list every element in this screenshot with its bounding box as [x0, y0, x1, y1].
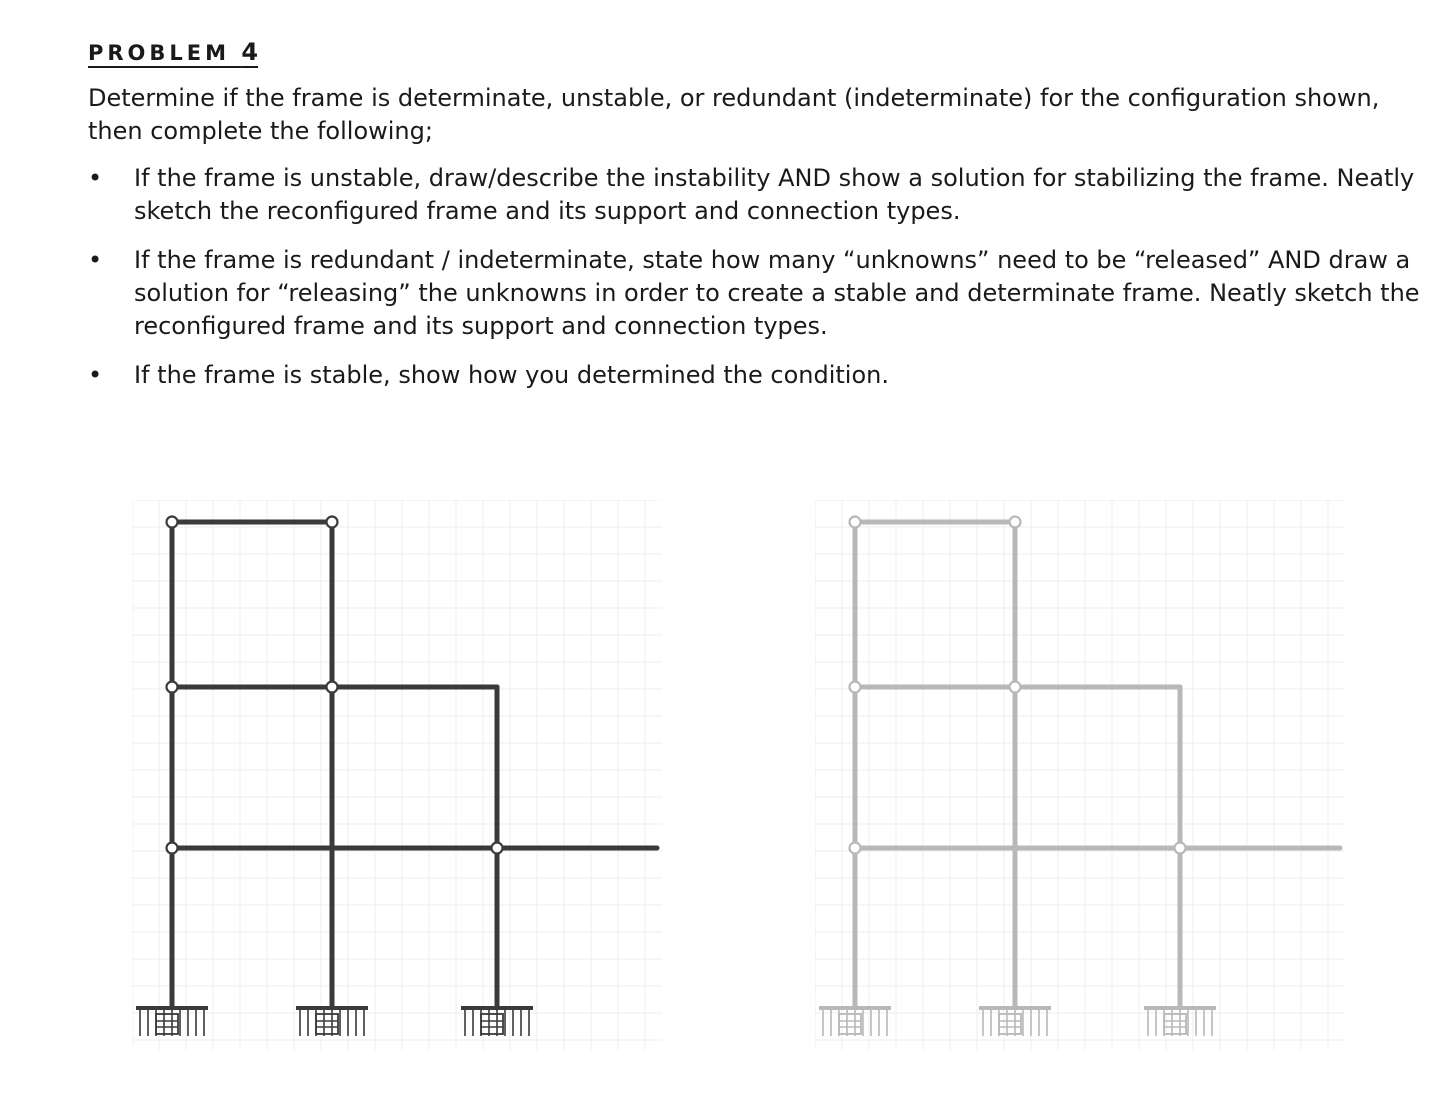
pin-connection-icon	[492, 843, 503, 854]
instruction-unstable	[88, 162, 1428, 228]
instruction-text: If the frame is unstable, draw/describe the instability AND show a solution for stabilizing the frame. Neatly sketch the reconfigured frame and its support and connection types.	[134, 164, 1415, 225]
pin-connection-icon	[850, 517, 861, 528]
frame-sketch-original	[132, 500, 662, 1050]
frame-sketch-original-svg	[132, 500, 662, 1050]
pin-connection-icon	[327, 517, 338, 528]
bullet-icon: •	[88, 361, 103, 389]
pin-connection-icon	[327, 682, 338, 693]
pin-connection-icon	[167, 517, 178, 528]
grid-background	[815, 500, 1345, 1050]
problem-title-word: PROBLEM	[88, 41, 231, 65]
problem-heading	[88, 38, 258, 66]
grid-paper	[815, 500, 1345, 1050]
pin-connection-icon	[167, 843, 178, 854]
pin-connection-icon	[1175, 843, 1186, 854]
frame-sketch-faded	[815, 500, 1345, 1050]
instruction-text: If the frame is redundant / indeterminate, state how many “unknowns” need to be “released” AND draw a solution for “releasing” the unknowns in order to create a stable and determinate frame. Neatly sketch the reconfigured frame and its support and connection types.	[134, 246, 1420, 340]
bullet-icon: •	[88, 246, 103, 274]
pin-connection-icon	[850, 682, 861, 693]
bullet-icon: •	[88, 164, 103, 192]
frame-sketch-faded-svg	[815, 500, 1345, 1050]
pin-connection-icon	[850, 843, 861, 854]
grid-paper	[132, 500, 662, 1050]
grid-background	[132, 500, 662, 1050]
instruction-stable	[88, 359, 1428, 392]
problem-title-number: 4	[241, 38, 259, 66]
pin-connection-icon	[1010, 682, 1021, 693]
instruction-redundant	[88, 244, 1428, 343]
pin-connection-icon	[1010, 517, 1021, 528]
pin-connection-icon	[167, 682, 178, 693]
problem-intro: Determine if the frame is determinate, unstable, or redundant (indeterminate) for the configuration shown, then complete the following;	[88, 84, 1380, 145]
instruction-list	[88, 162, 1428, 408]
instruction-text: If the frame is stable, show how you determined the condition.	[134, 361, 889, 389]
